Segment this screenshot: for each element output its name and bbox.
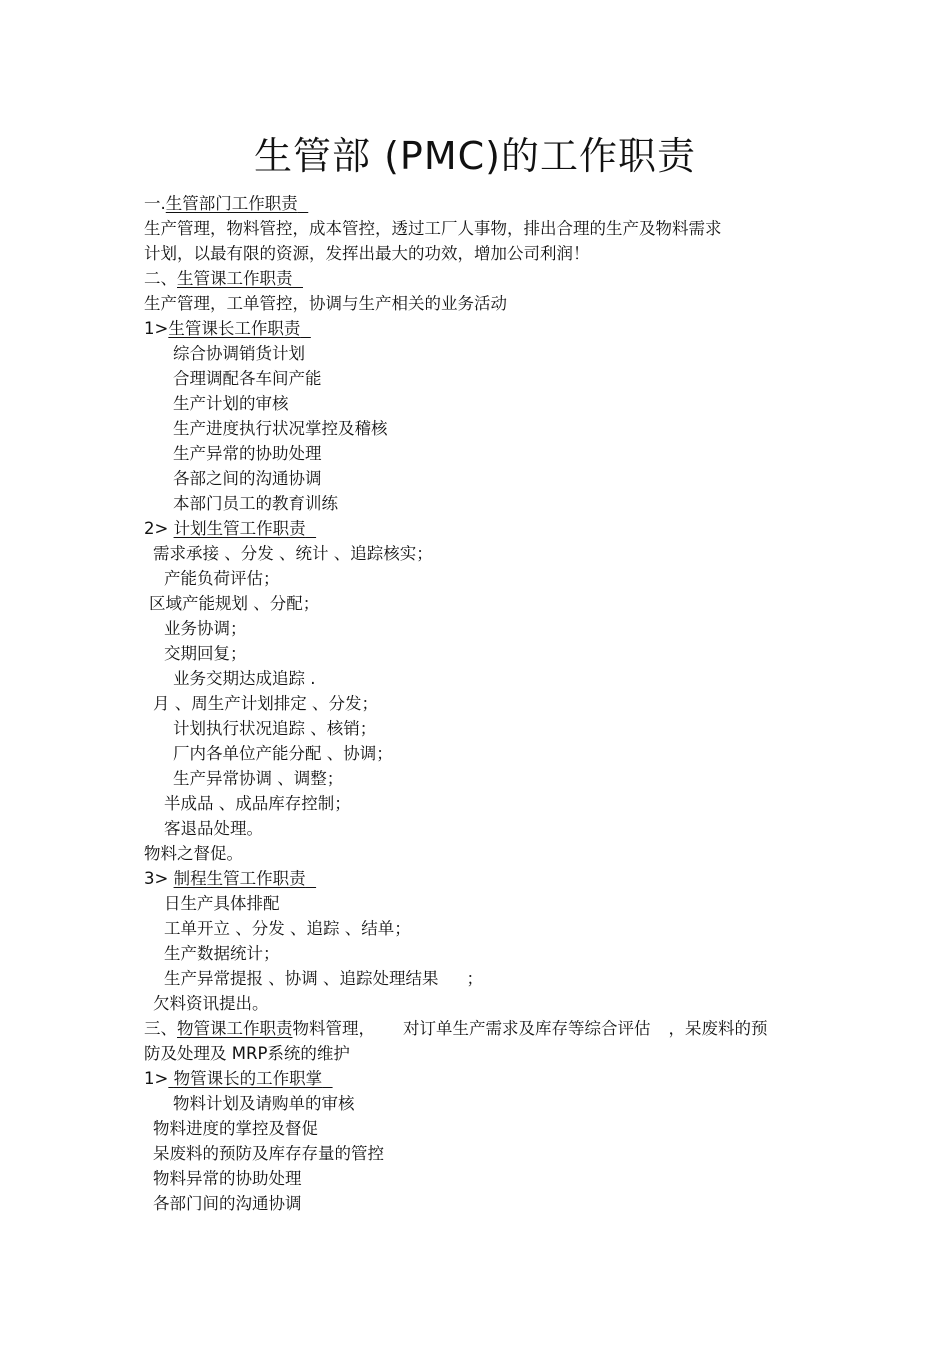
list-item: 客退品处理。	[164, 819, 263, 838]
subsection-3-1-prefix: 1>	[144, 1069, 169, 1088]
list-item: 物料之督促。	[144, 844, 243, 863]
list-item: 本部门员工的教育训练	[173, 494, 338, 513]
list-item: 区域产能规划 、分配；	[149, 594, 320, 613]
list-item: 各部门间的沟通协调	[153, 1194, 302, 1213]
list-item: 交期回复；	[164, 644, 247, 663]
list-item: 月 、周生产计划排定 、分发；	[153, 694, 378, 713]
section-3-text-b: 对订单生产需求及库存等综合评估	[403, 1019, 651, 1038]
subsection-3-1-title: 物管课长的工作职掌	[173, 1069, 323, 1088]
section-3-title: 物管课工作职责	[177, 1019, 293, 1038]
subsection-2-1-title: 生管课长工作职责	[168, 319, 301, 338]
list-item: 需求承接 、分发 、统计 、追踪核实；	[153, 544, 433, 563]
section-2-heading	[144, 268, 303, 290]
list-item: 工单开立 、分发 、追踪 、结单；	[164, 919, 411, 938]
list-item: 产能负荷评估；	[164, 569, 280, 588]
list-item: 厂内各单位产能分配 、协调；	[173, 744, 393, 763]
list-item: 计划执行状况追踪 、核销；	[173, 719, 377, 738]
list-item: 生产数据统计；	[164, 944, 280, 963]
list-item: 物料计划及请购单的审核	[173, 1094, 355, 1113]
section-1-text-line-2: 计划，以最有限的资源，发挥出最大的功效，增加公司利润！	[144, 244, 590, 263]
list-item: 欠料资讯提出。	[153, 994, 269, 1013]
list-item: 物料进度的掌控及督促	[153, 1119, 318, 1138]
list-item: 生产异常的协助处理	[173, 444, 322, 463]
subsection-2-3-heading	[144, 868, 316, 890]
section-1-prefix: 一.	[144, 194, 166, 213]
list-item: 业务协调；	[164, 619, 247, 638]
subsection-2-3-title: 制程生管工作职责	[173, 869, 306, 888]
list-item: 生产进度执行状况掌控及稽核	[173, 419, 388, 438]
list-item: 合理调配各车间产能	[173, 369, 322, 388]
list-item: 日生产具体排配	[164, 894, 280, 913]
list-item-punct: ；	[466, 969, 483, 988]
subsection-2-1-heading	[144, 318, 311, 340]
list-item: 生产异常协调 、调整；	[173, 769, 344, 788]
section-3-text-c: ，呆废料的预	[668, 1019, 768, 1038]
section-3-heading	[144, 1018, 768, 1040]
subsection-2-1-prefix: 1>	[144, 319, 169, 338]
section-2-title: 生管课工作职责	[177, 269, 293, 288]
list-item-text: 生产异常提报 、协调 、追踪处理结果	[164, 969, 439, 988]
section-1-title: 生管部门工作职责	[165, 194, 298, 213]
subsection-2-2-title: 计划生管工作职责	[173, 519, 306, 538]
list-item: 各部之间的沟通协调	[173, 469, 322, 488]
subsection-2-2-heading	[144, 518, 316, 540]
section-3-prefix: 三、	[144, 1019, 177, 1038]
section-1-heading	[144, 193, 308, 215]
subsection-3-1-heading	[144, 1068, 333, 1090]
list-item: 半成品 、成品库存控制；	[164, 794, 351, 813]
section-2-text: 生产管理，工单管控，协调与生产相关的业务活动	[144, 294, 507, 313]
section-1-text-line-1: 生产管理，物料管控，成本管控，透过工厂人事物，排出合理的生产及物料需求	[144, 219, 722, 238]
subsection-2-2-prefix: 2>	[144, 519, 169, 538]
list-item: 物料异常的协助处理	[153, 1169, 302, 1188]
list-item: 生产计划的审核	[173, 394, 289, 413]
page-title: 生管部 (PMC)的工作职责	[254, 134, 696, 178]
section-3-text-line-2: 防及处理及 MRP系统的维护	[144, 1044, 350, 1063]
list-item: 综合协调销货计划	[173, 344, 305, 363]
list-item	[164, 968, 483, 990]
section-3-text-a: 物料管理，	[292, 1019, 375, 1038]
list-item: 业务交期达成追踪 .	[173, 669, 316, 688]
subsection-2-3-prefix: 3>	[144, 869, 169, 888]
section-2-prefix: 二、	[144, 269, 177, 288]
list-item: 呆废料的预防及库存存量的管控	[153, 1144, 384, 1163]
